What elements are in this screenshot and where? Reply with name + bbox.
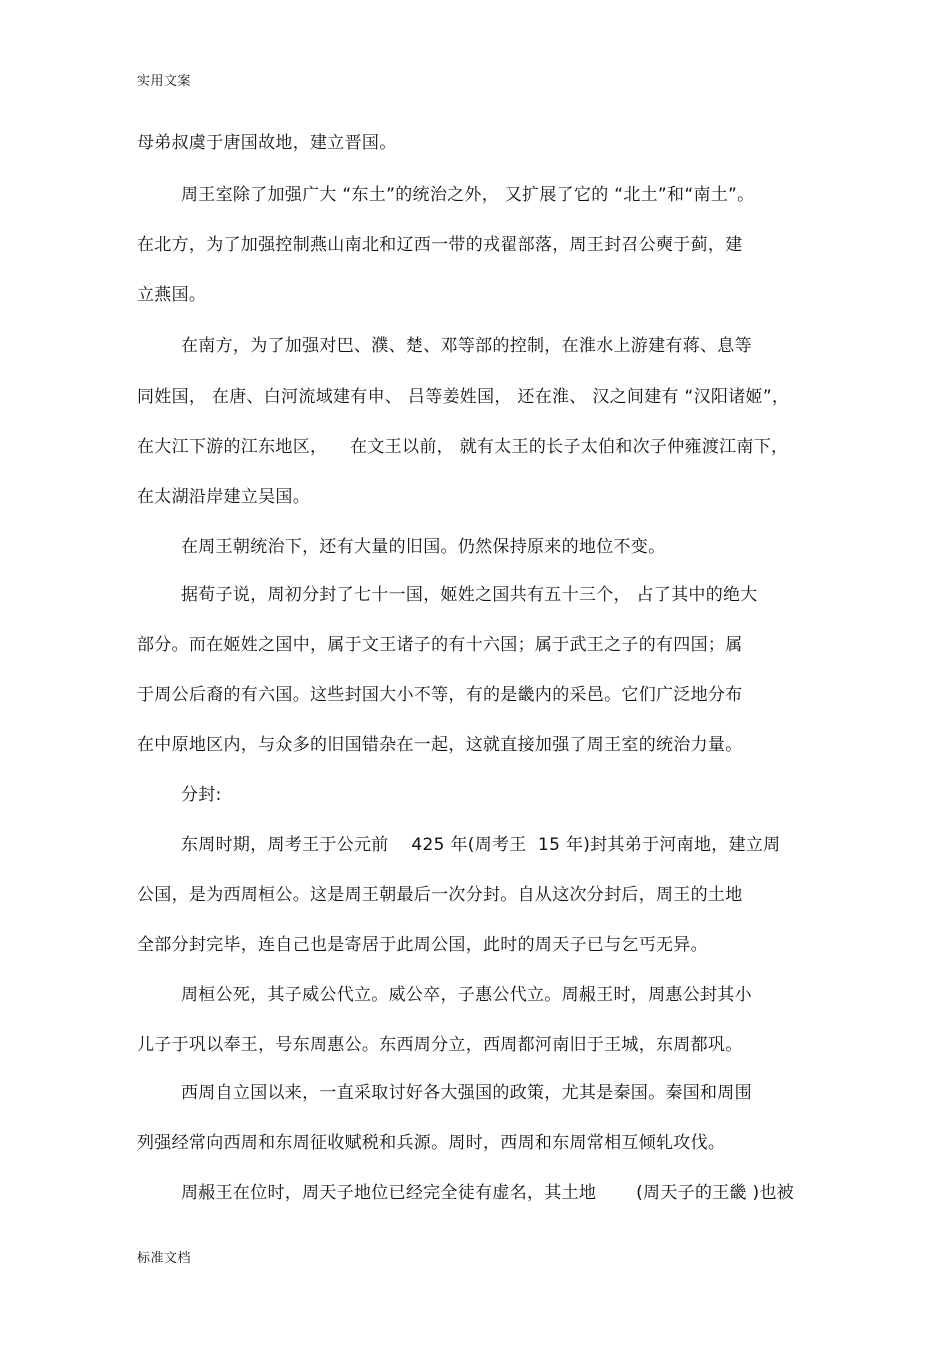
- text-line: 分封:: [181, 785, 222, 805]
- page-footer: 标准文档: [137, 1251, 192, 1266]
- text-line: 在周王朝统治下，还有大量的旧国。仍然保持原来的地位不变。: [181, 537, 666, 557]
- text-line: 在北方，为了加强控制燕山南北和辽西一带的戎翟部落，周王封召公奭于蓟，建: [137, 235, 743, 255]
- text-line: 周王室除了加强广大 “东土”的统治之外， 又扩展了它的 “北土”和“南土”。: [181, 185, 755, 205]
- text-line: 部分。而在姬姓之国中，属于文王诸子的有十六国；属于武王之子的有四国；属: [137, 635, 743, 655]
- text-line: 于周公后裔的有六国。这些封国大小不等，有的是畿内的采邑。它们广泛地分布: [137, 685, 743, 705]
- page-header: 实用文案: [137, 74, 192, 89]
- text-line: 列强经常向西周和东周征收赋税和兵源。周时，西周和东周常相互倾轧攻伐。: [137, 1133, 726, 1153]
- text-line: 在大江下游的江东地区， 在文王以前， 就有太王的长子太伯和次子仲雍渡江南下，: [137, 437, 789, 457]
- text-line: 在中原地区内，与众多的旧国错杂在一起，这就直接加强了周王室的统治力量。: [137, 735, 743, 755]
- text-line: 母弟叔虞于唐国故地，建立晋国。: [137, 133, 397, 153]
- text-line: 公国，是为西周桓公。这是周王朝最后一次分封。自从这次分封后，周王的土地: [137, 885, 743, 905]
- text-line: 立燕国。: [137, 285, 207, 305]
- text-line: 在南方，为了加强对巴、濮、楚、邓等部的控制，在淮水上游建有蒋、息等: [181, 336, 752, 356]
- text-line: 在太湖沿岸建立吴国。: [137, 487, 310, 507]
- text-line: 周桓公死，其子威公代立。威公卒，子惠公代立。周赧王时，周惠公封其小: [181, 985, 752, 1005]
- text-line: 全部分封完毕，连自己也是寄居于此周公国，此时的周天子已与乞丐无异。: [137, 935, 708, 955]
- text-line: 同姓国， 在唐、白河流域建有申、 吕等姜姓国， 还在淮、 汉之间建有 “汉阳诸姬”，: [137, 387, 790, 407]
- text-line: 西周自立国以来，一直采取讨好各大强国的政策，尤其是秦国。秦国和周围: [181, 1083, 752, 1103]
- text-line: 东周时期，周考王于公元前 425 年(周考王 15 年)封其弟于河南地，建立周: [181, 835, 781, 855]
- text-line: 儿子于巩以奉王，号东周惠公。东西周分立，西周都河南旧于王城，东周都巩。: [137, 1035, 743, 1055]
- text-line: 据荀子说，周初分封了七十一国，姬姓之国共有五十三个， 占了其中的绝大: [181, 585, 758, 605]
- text-line: 周赧王在位时，周天子地位已经完全徒有虚名，其土地 (周天子的王畿 )也被: [181, 1183, 795, 1203]
